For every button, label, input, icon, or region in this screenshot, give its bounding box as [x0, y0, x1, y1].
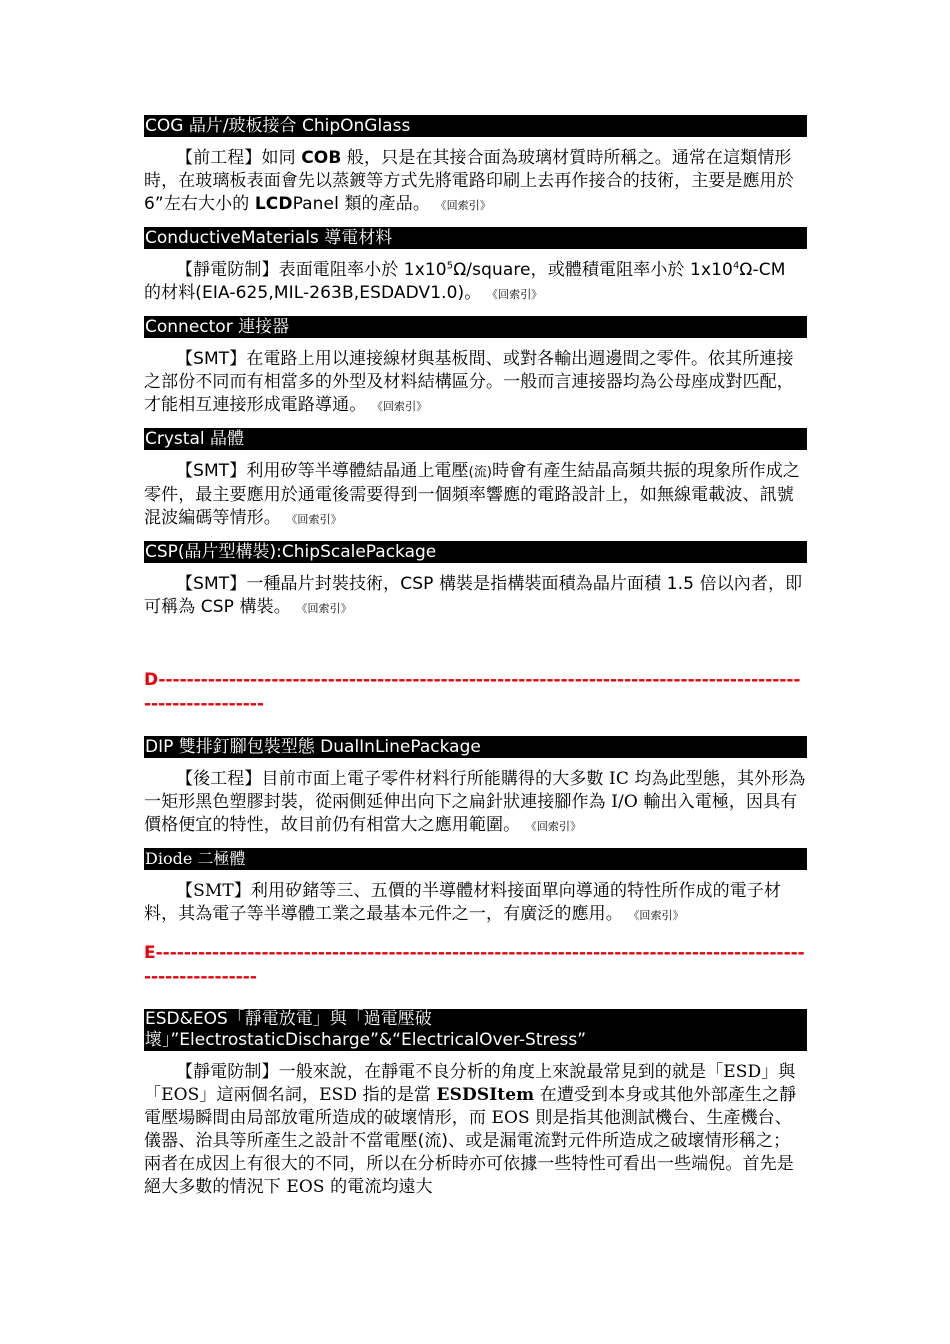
definition-crystal: 【SMT】利用矽等半導體結晶通上電壓(流)時會有產生結晶高頻共振的現象所作成之零件，最主要應用於通電後需要得到一個頻率響應的電路設計上，如無線電載波、訊號混波編碼等情形。 《回索引》 [144, 461, 800, 528]
back-to-index-link[interactable]: 《回索引》 [525, 820, 582, 833]
term-heading-connector: Connector 連接器 [144, 316, 807, 338]
term-heading-diode: Diode 二極體 [144, 848, 807, 870]
definition-diode: 【SMT】利用矽鍺等三、五價的半導體材料接面單向導通的特性所作成的電子材料，其為電子等半導體工業之最基本元件之一，有廣泛的應用。 《回索引》 [144, 881, 782, 924]
definition-csp: 【SMT】一種晶片封裝技術，CSP 構裝是指構裝面積為晶片面積 1.5 倍以內者，即可稱為 CSP 構裝。 《回索引》 [144, 574, 803, 617]
section-letter-e: E------------------------------------------------------------------------------------------------------------ [144, 943, 805, 987]
definition-conductive-materials: 【靜電防制】表面電阻率小於 $1x10^5\Omega$/square，或體積電阻率小於 $1x10^4\Omega-CM$ 的材料(EIA-625,MIL-263B,ESDADV1.0)。 《回索引》 [144, 260, 786, 303]
back-to-index-link[interactable]: 《回索引》 [286, 513, 342, 526]
definition-cog: 【前工程】如同 COB 般，只是在其接合面為玻璃材質時所稱之。通常在這類情形時，在玻璃板表面會先以蒸鍍等方式先將電路印刷上去再作接合的技術，主要是應用於 6”左右大小的 LCDPanel 類的產品。 《回索引》 [144, 148, 794, 214]
back-to-index-link[interactable]: 《回索引》 [486, 288, 543, 301]
back-to-index-link[interactable]: 《回索引》 [371, 400, 428, 413]
definition-dip: 【後工程】目前市面上電子零件材料行所能購得的大多數 IC 均為此型態，其外形為一矩形黑色塑膠封裝，從兩側延伸出向下之扁針狀連接腳作為 I/O 輸出入電極，因具有價格便宜的特性，故目前仍有相當大之應用範圍。 《回索引》 [144, 769, 806, 835]
back-to-index-link[interactable]: 《回索引》 [435, 199, 491, 212]
definition-esd-eos: 【靜電防制】一般來說，在靜電不良分析的角度上來說最常見到的就是「ESD」與「EOS」這兩個名詞，ESD 指的是當 ESDSItem 在遭受到本身或其他外部產生之靜電壓場瞬間由局部放電所造成的破壞情形，而 EOS 則是指其他測試機台、生產機台、儀器、治具等所產生之設計不當電壓(流)、或是漏電流對元件所造成之破壞情形稱之；兩者在成因上有很大的不同，所以在分析時亦可依據一些特性可看出一些端倪。首先是絕大多數的情況下 EOS 的電流均遠大 [144, 1062, 797, 1197]
definition-connector: 【SMT】在電路上用以連接線材與基板間、或對各輸出週邊間之零件。依其所連接之部份不同而有相當多的外型及材料結構區分。一般而言連接器均為公母座成對匹配，才能相互連接形成電路導通。 《回索引》 [144, 349, 794, 415]
glossary-page [144, 115, 807, 1209]
term-heading-cog: COG 晶片/玻板接合 ChipOnGlass [144, 115, 807, 137]
back-to-index-link[interactable]: 《回索引》 [628, 909, 684, 922]
term-heading-dip: DIP 雙排釘腳包裝型態 DualInLinePackage [144, 736, 807, 758]
term-heading-conductive-materials: ConductiveMaterials 導電材料 [144, 227, 807, 249]
section-letter-d: D------------------------------------------------------------------------------------------------------------ [144, 670, 801, 714]
term-heading-esd-eos: ESD&EOS「靜電放電」與「過電壓破壞」”ElectrostaticDischarge”&“ElectricalOver-Stress” [144, 1009, 807, 1051]
term-heading-csp: CSP(晶片型構裝):ChipScalePackage [144, 541, 807, 563]
term-heading-crystal: Crystal 晶體 [144, 428, 807, 450]
back-to-index-link[interactable]: 《回索引》 [296, 602, 352, 615]
